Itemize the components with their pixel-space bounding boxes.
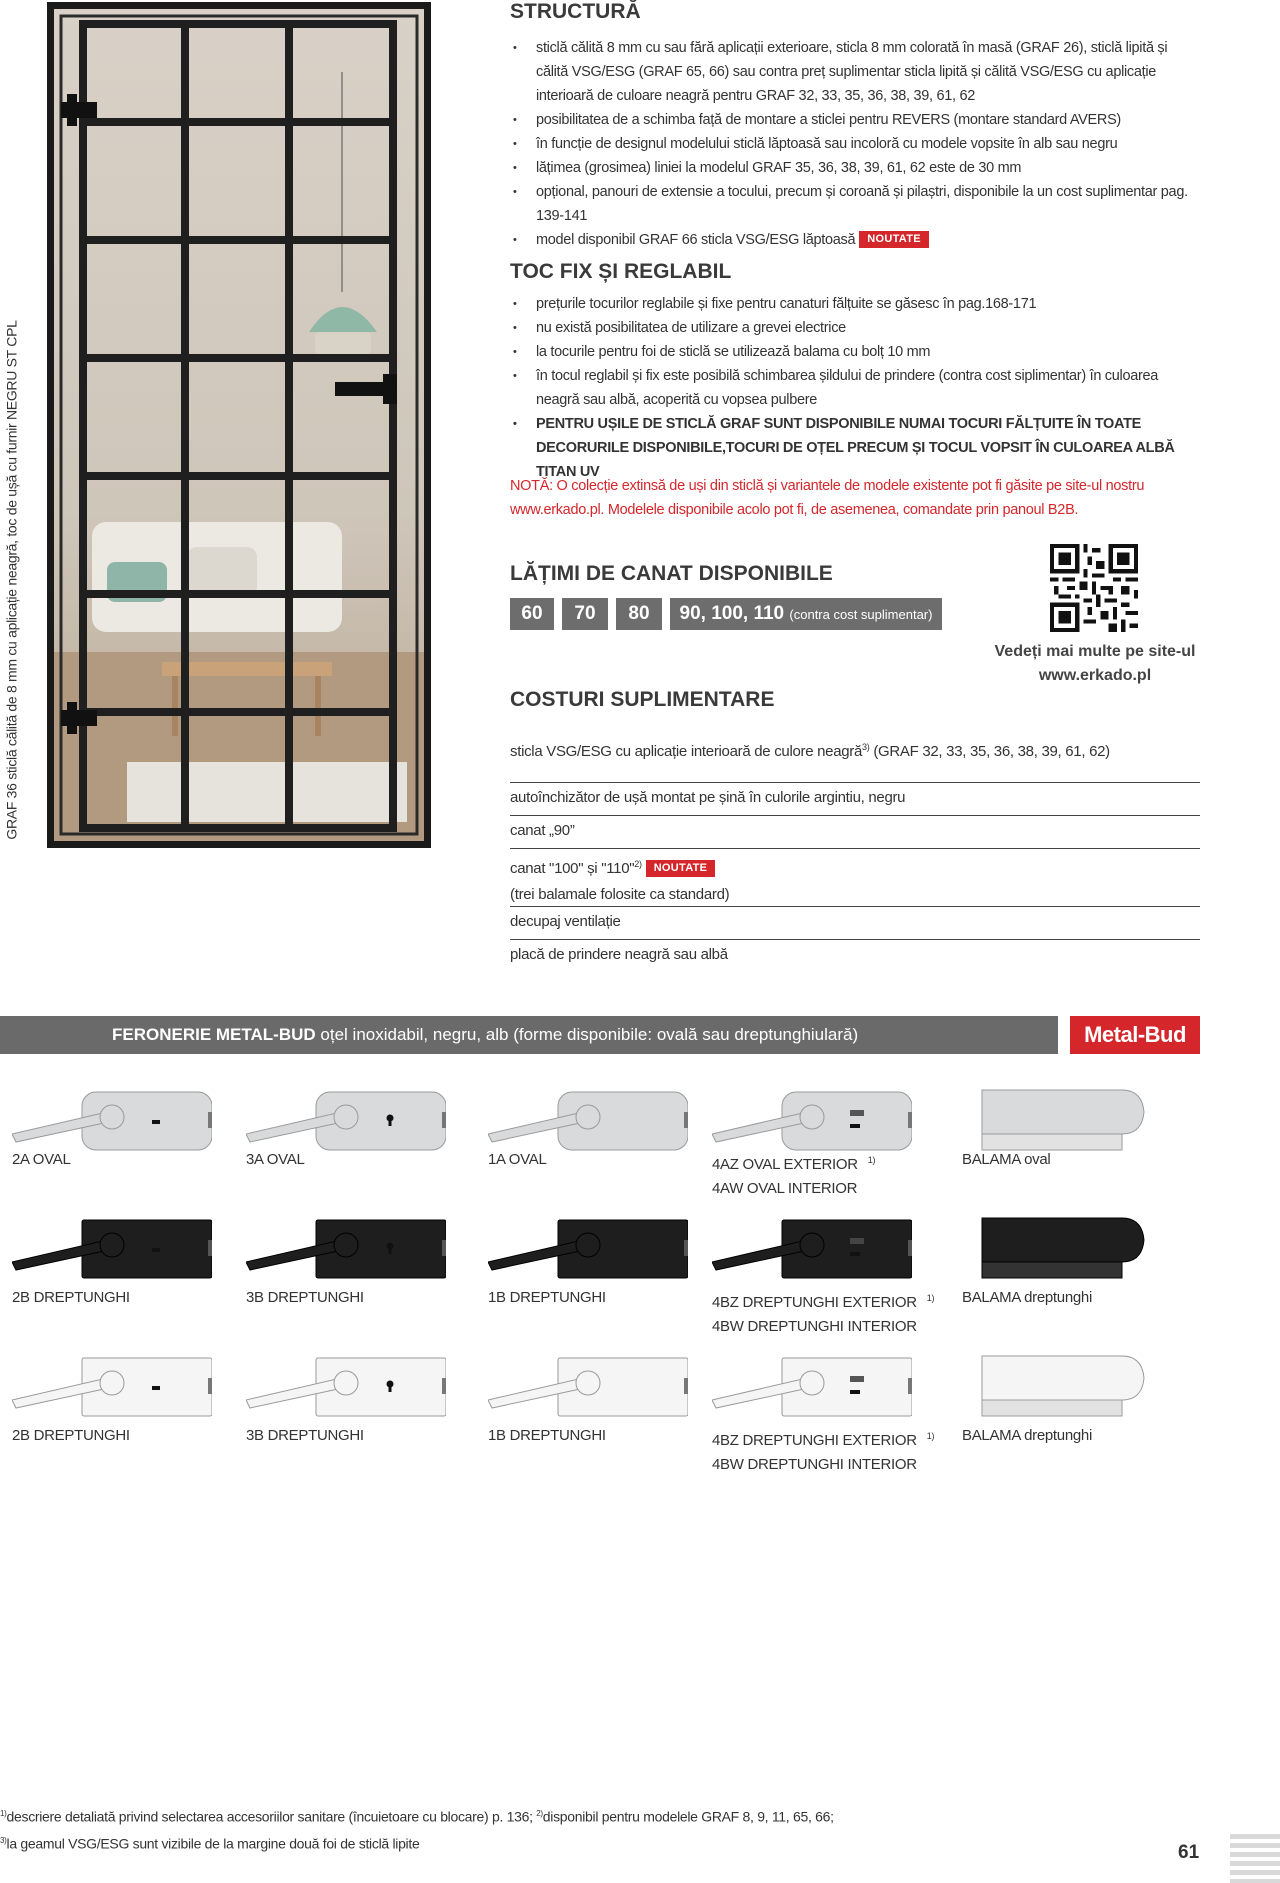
hardware-label-text: 4BZ DREPTUNGHI EXTERIOR — [712, 1432, 917, 1449]
toc-heading: TOC FIX ȘI REGLABIL — [510, 260, 732, 283]
glass-door-image — [47, 2, 431, 848]
hardware-label — [962, 1424, 1092, 1448]
hardware-label-text: 1B DREPTUNGHI — [488, 1289, 606, 1306]
width-60: 60 — [510, 598, 554, 630]
footnote-marker: 1) — [0, 1809, 7, 1818]
cost-item-models: (GRAF 32, 33, 35, 36, 38, 39, 61, 62) — [873, 743, 1110, 760]
toc-list — [510, 292, 1190, 484]
list-item: • în tocul reglabil și fix este posibilă schimbarea șildului de prindere (contra cost siplimentar) în culoarea neagră sau albă, acoperită cu vopsea pulbere — [510, 364, 1190, 412]
hardware-label-text: 4AZ OVAL EXTERIOR — [712, 1156, 858, 1173]
list-item: • opțional, panouri de extensie a tocului, precum și coroană și pilaștri, disponibile la un cost suplimentar pag. 139-141 — [510, 180, 1190, 228]
width-90-110 — [670, 598, 942, 630]
width-80: 80 — [616, 598, 662, 630]
handle-plain-image — [488, 1338, 688, 1428]
hardware-label — [488, 1424, 606, 1448]
hardware-label-text: 2B DREPTUNGHI — [12, 1289, 130, 1306]
metal-bud-logo: Metal-Bud — [1070, 1016, 1200, 1054]
hardware-label — [12, 1424, 130, 1448]
hardware-label — [488, 1148, 547, 1172]
footnote-ref: 1) — [867, 1155, 876, 1165]
new-badge: NOUTATE — [859, 231, 929, 248]
costuri-heading: COSTURI SUPLIMENTARE — [510, 688, 775, 711]
cost-item-vsg — [510, 742, 1110, 760]
hardware-label-text: 4BZ DREPTUNGHI EXTERIOR — [712, 1294, 917, 1311]
cost-row: placă de prindere neagră sau albă — [510, 939, 1200, 968]
page-number: 61 — [1178, 1842, 1200, 1863]
hardware-label — [712, 1286, 934, 1339]
footnote-ref: 1) — [926, 1431, 935, 1441]
list-item: • nu există posibilitatea de utilizare a grevei electrice — [510, 316, 1190, 340]
list-item: • sticlă călită 8 mm cu sau fără aplicații exterioare, sticla 8 mm colorată în masă (GRAF 26), sticlă lipită și călită VSG/ESG (GRAF 65, 66) sau contra preț suplimentar sticla lipită și călită VSG/ESG cu aplicație interioară de culoare neagră pentru GRAF 32, 33, 35, 36, 38, 39, 61, 62 — [510, 36, 1190, 108]
handle-lock-image — [712, 1338, 912, 1428]
list-item-text: model disponibil GRAF 66 sticla VSG/ESG lăptoasă — [536, 232, 856, 248]
list-item: • în funcție de designul modelului sticlă lăptoasă sau incoloră cu modele vopsite în alb sau negru — [510, 132, 1190, 156]
footnote-text: la geamul VSG/ESG sunt vizibile de la margine două foi de sticlă lipite — [6, 1835, 420, 1852]
cost-row: decupaj ventilație — [510, 906, 1200, 935]
qr-code[interactable] — [1050, 544, 1138, 632]
width-values-text: 90, 100, 110 — [679, 603, 785, 624]
handle-keyhole-image — [246, 1200, 446, 1290]
hardware-label-text: 3A OVAL — [246, 1151, 305, 1168]
cost-row-text: canat "100" și "110" — [510, 860, 635, 877]
hardware-label-text: 3B DREPTUNGHI — [246, 1289, 364, 1306]
qr-caption-link[interactable]: www.erkado.pl — [1038, 667, 1152, 684]
handle-key-image — [12, 1338, 212, 1428]
footnote-ref: 3) — [862, 742, 870, 752]
new-badge: NOUTATE — [646, 860, 716, 877]
list-item: • PENTRU UȘILE DE STICLĂ GRAF SUNT DISPONIBILE NUMAI TOCURI FĂLȚUITE ÎN TOATE DECORURILE DISPONIBILE,TOCURI DE OȚEL PRECUM ȘI TOCUL VOPSIT ÎN CULOAREA ALBĂ TITAN UV — [510, 412, 1190, 484]
hardware-label — [962, 1148, 1050, 1172]
footnote-marker: 3) — [0, 1835, 7, 1845]
list-item: • posibilitatea de a schimba față de montare a sticlei pentru REVERS (montare standard AVERS) — [510, 108, 1190, 132]
structura-heading: STRUCTURĂ — [510, 0, 641, 23]
qr-caption-line1: Vedeți mai multe pe site-ul — [994, 643, 1196, 660]
hardware-label — [246, 1424, 364, 1448]
hardware-label — [12, 1148, 71, 1172]
hardware-label — [712, 1424, 934, 1477]
hardware-label-text: 1B DREPTUNGHI — [488, 1427, 606, 1444]
footnote-ref: 2) — [634, 859, 642, 869]
footnote-line — [0, 1802, 834, 1829]
cost-row: canat „90” — [510, 815, 1200, 844]
hardware-label-text: 1A OVAL — [488, 1151, 547, 1168]
cost-item-text: sticla VSG/ESG cu aplicație interioară de culore neagră — [510, 743, 863, 760]
list-item: • la tocurile pentru foi de sticlă se utilizează balama cu bolț 10 mm — [510, 340, 1190, 364]
hardware-label — [246, 1286, 364, 1310]
hardware-label — [488, 1286, 606, 1310]
handle-keyhole-image — [246, 1338, 446, 1428]
hardware-label-line2: 4AW OVAL INTERIOR — [712, 1180, 858, 1197]
nota-note: NOTĂ: O colecție extinsă de uși din sticlă și variantele de modele existente pot fi găsite pe site-ul nostru www.erkado.pl. Modelele disponibile acolo pot fi, de asemenea, comandate prin panoul B2B. — [510, 478, 1145, 518]
hardware-title — [112, 1016, 858, 1054]
cost-row: autoînchizător de ușă montat pe șină în culorile argintiu, negru — [510, 782, 1200, 811]
hardware-label-text: 3B DREPTUNGHI — [246, 1427, 364, 1444]
door-model-caption: GRAF 36 sticlă călită de 8 mm cu aplicație neagră, toc de ușă cu furnir NEGRU ST CPL — [4, 320, 20, 840]
hinge-image — [962, 1338, 1162, 1428]
hardware-label-line2: 4BW DREPTUNGHI INTERIOR — [712, 1318, 917, 1335]
hardware-label — [12, 1286, 130, 1310]
hardware-title-bold: FERONERIE METAL-BUD — [112, 1025, 316, 1044]
hardware-label — [962, 1286, 1092, 1310]
footnote-text: disponibil pentru modelele GRAF 8, 9, 11, 65, 66; — [542, 1808, 834, 1825]
qr-caption — [970, 640, 1220, 688]
hardware-label — [712, 1148, 875, 1201]
hardware-label-text: 2B DREPTUNGHI — [12, 1427, 130, 1444]
list-item: • lățimea (grosimea) liniei la modelul GRAF 35, 36, 38, 39, 61, 62 este de 30 mm — [510, 156, 1190, 180]
hardware-label-line2: 4BW DREPTUNGHI INTERIOR — [712, 1456, 917, 1473]
hardware-label-text: BALAMA oval — [962, 1151, 1051, 1168]
handle-plain-image — [488, 1200, 688, 1290]
hardware-label — [246, 1148, 305, 1172]
footnote-text: descriere detaliată privind selectarea accesoriilor sanitare (încuietoare cu blocare) p. 136; — [6, 1808, 533, 1825]
widths-heading: LĂȚIMI DE CANAT DISPONIBILE — [510, 562, 833, 585]
handle-key-image — [12, 1200, 212, 1290]
handle-lock-image — [712, 1200, 912, 1290]
cost-row-subtext: (trei balamale folosite ca standard) — [510, 886, 730, 903]
hinge-image — [962, 1200, 1162, 1290]
hardware-title-rest: oțel inoxidabil, negru, alb (forme disponibile: ovală sau dreptunghiulară) — [320, 1025, 859, 1044]
hardware-label-text: BALAMA dreptunghi — [962, 1289, 1092, 1306]
list-item: • prețurile tocurilor reglabile și fixe pentru canaturi fălțuite se găsesc în pag.168-171 — [510, 292, 1190, 316]
cost-row — [510, 848, 1200, 908]
footnotes — [0, 1802, 834, 1855]
footnote-ref: 1) — [926, 1293, 935, 1303]
hardware-label-text: 2A OVAL — [12, 1151, 71, 1168]
hardware-label-text: BALAMA dreptunghi — [962, 1427, 1092, 1444]
width-extra-note: (contra cost suplimentar) — [789, 607, 933, 622]
footnote-marker: 2) — [536, 1809, 543, 1818]
width-70: 70 — [562, 598, 608, 630]
page-decoration — [1230, 1834, 1280, 1883]
list-item — [510, 228, 1190, 252]
structura-list — [510, 36, 1190, 252]
footnote-line — [0, 1829, 834, 1856]
